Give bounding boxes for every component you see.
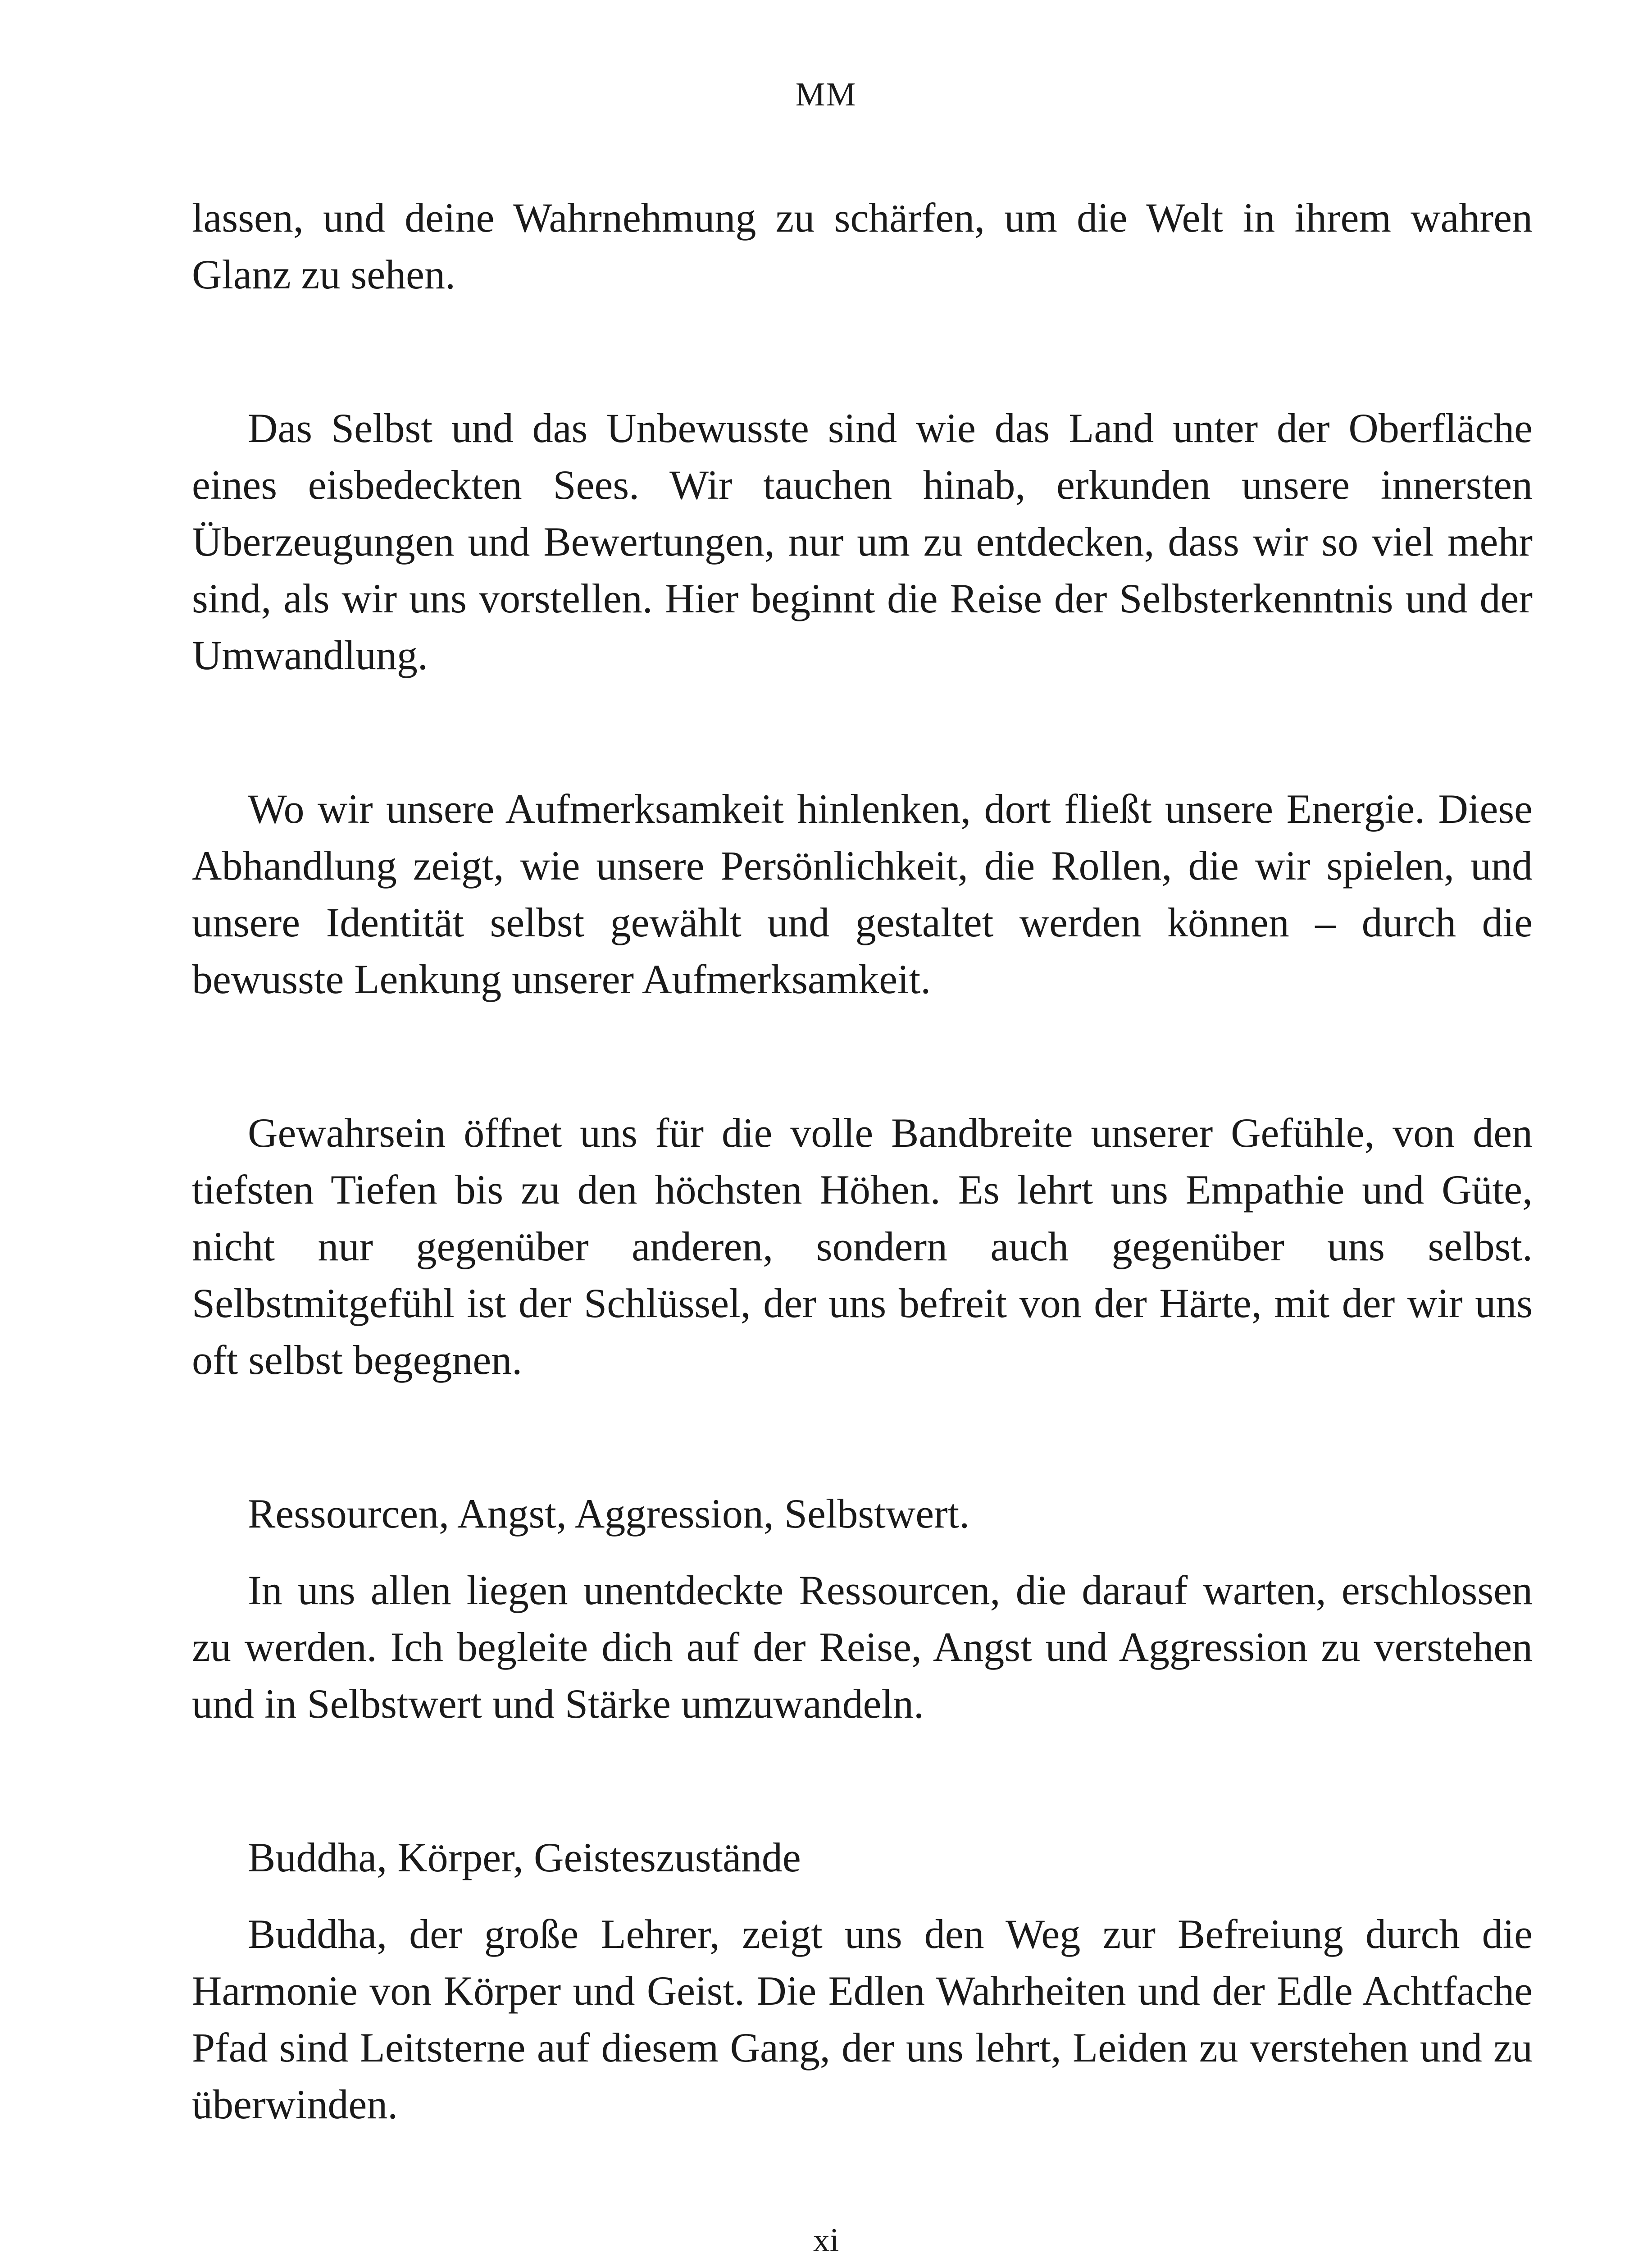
running-header: MM (795, 76, 857, 113)
paragraph-gewahrsein: Gewahrsein öffnet uns für die volle Bandbreite unserer Gefühle, von den tiefsten Tiefen bis zu den höchsten Höhen. Es lehrt uns Empathie und Güte, nicht nur gegenüber anderen, sondern auch gegenüber uns selbst. Selbstmitgefühl ist der Schlüssel, der uns befreit von der Härte, mit der wir uns oft selbst begegnen. (192, 1110, 1533, 1383)
section-heading-ressourcen: Ressourcen, Angst, Aggression, Selbstwert. (248, 1491, 970, 1537)
section-heading-buddha: Buddha, Körper, Geisteszustände (248, 1834, 801, 1880)
page-number: xi (813, 2222, 839, 2253)
paragraph-selbst-unbewusste: Das Selbst und das Unbewusste sind wie das Land unter der Oberfläche eines eisbedeckten Sees. Wir tauchen hinab, erkunden unsere innersten Überzeugungen und Bewertungen, nur um zu entdecken, dass wir so viel mehr sind, als wir uns vorstellen. Hier beginnt die Reise der Selbsterkenntnis und der Umwandlung. (192, 405, 1533, 678)
body-text (192, 189, 1533, 2133)
paragraph-ressourcen: In uns allen liegen unentdeckte Ressourcen, die darauf warten, erschlossen zu werden. Ich begleite dich auf der Reise, Angst und Aggression zu verstehen und in Selbstwert und Stärke umzuwandeln. (192, 1567, 1533, 1727)
paragraph-buddha: Buddha, der große Lehrer, zeigt uns den Weg zur Befreiung durch die Harmonie von Körper und Geist. Die Edlen Wahrheiten und der Edle Achtfache Pfad sind Leitsterne auf diesem Gang, der uns lehrt, Leiden zu verstehen und zu überwinden. (192, 1911, 1533, 2127)
paragraph-continuation: lassen, und deine Wahrnehmung zu schärfen, um die Welt in ihrem wahren Glanz zu sehen. (192, 195, 1533, 297)
paragraph-aufmerksamkeit: Wo wir unsere Aufmerksamkeit hinlenken, dort fließt unsere Energie. Diese Abhandlung zeigt, wie unsere Persönlichkeit, die Rollen, die wir spielen, und unsere Identität selbst gewählt und gestaltet werden können – durch die bewusste Lenkung unserer Aufmerksamkeit. (192, 786, 1533, 1002)
